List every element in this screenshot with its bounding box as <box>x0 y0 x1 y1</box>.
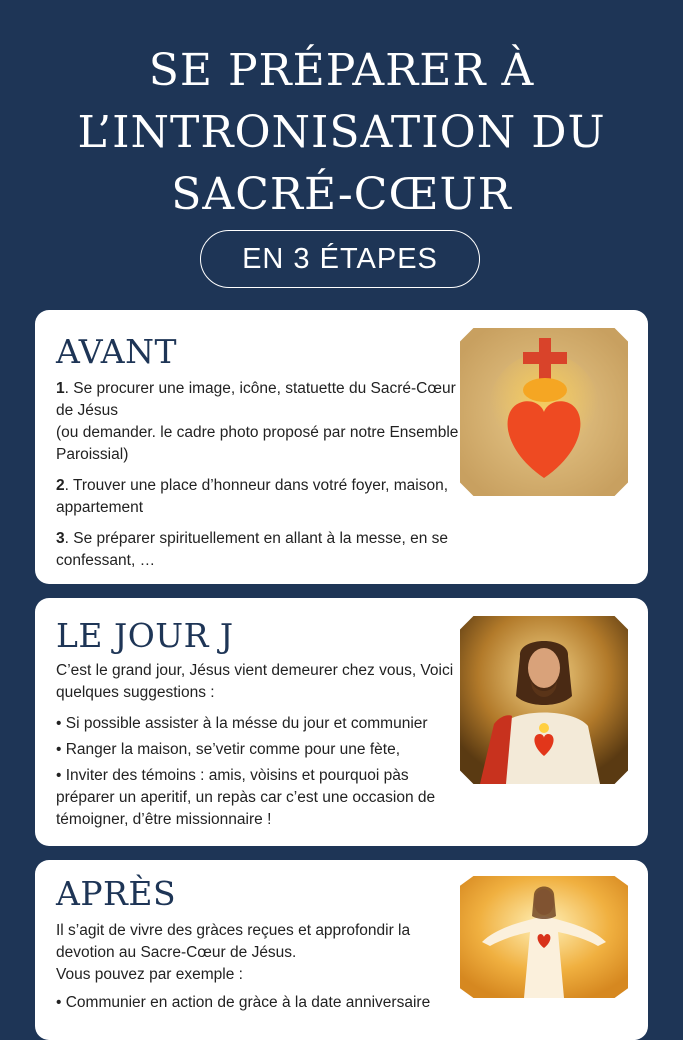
step-text: . Trouver une place d’honneur dans votré foyer, maison, appartement <box>56 477 449 516</box>
step-text: . Se préparer spirituellement en allant à la messe, en se confessant, … <box>56 530 449 569</box>
steps-badge <box>200 230 480 288</box>
card-body <box>56 920 486 1018</box>
steps-badge-label: EN 3 ÉTAPES <box>242 242 438 275</box>
card-heading: LE JOUR J <box>56 616 234 655</box>
card-heading: APRÈS <box>56 874 177 913</box>
suggestion-list <box>56 992 486 1014</box>
title-line: L’INTRONISATION DU <box>77 107 606 158</box>
step-number: 3 <box>56 530 65 547</box>
step-note: (ou demander. le cadre photo proposé par notre Ensemble Paroissial) <box>56 424 459 463</box>
risen-christ-icon <box>460 876 628 998</box>
list-item: • Ranger la maison, se’vetir comme pour une fète, <box>56 741 401 758</box>
step-number: 1 <box>56 380 65 397</box>
list-item: • Communier en action de gràce à la date anniversaire <box>56 994 431 1011</box>
jesus-portrait-image <box>460 616 628 784</box>
title-line: SACRÉ-CŒUR <box>171 169 512 220</box>
card-body <box>56 660 486 835</box>
intro-sentence: Il s’agit de vivre des gràces reçues et approfondir la devotion au Sacre-Cœur de Jésus. <box>56 922 411 961</box>
card-jour-j <box>35 598 648 846</box>
card-avant <box>35 310 648 584</box>
step-text: . Se procurer une image, icône, statuette du Sacré-Cœur de Jésus <box>56 380 456 419</box>
step-item <box>56 378 476 466</box>
list-item: • Inviter des témoins : amis, vòisins et pourquoi pàs préparer un aperitif, un repàs car c’est une occasion de témoigner, d’être missionnaire ! <box>56 767 436 828</box>
risen-christ-image <box>460 876 628 998</box>
sacred-heart-icon <box>460 328 628 496</box>
jesus-portrait-icon <box>460 616 628 784</box>
intro-sentence: Vous pouvez par exemple : <box>56 966 243 983</box>
title-line: SE PRÉPARER À <box>148 45 535 96</box>
list-item: • Si possible assister à la mésse du jour et communier <box>56 715 428 732</box>
card-heading: AVANT <box>56 332 177 371</box>
intro-text: C’est le grand jour, Jésus vient demeurer chez vous, Voici quelques suggestions : <box>56 662 454 701</box>
step-item <box>56 528 476 572</box>
sacred-heart-image <box>460 328 628 496</box>
page-title <box>0 40 683 226</box>
step-item <box>56 475 476 519</box>
intro-text <box>56 920 466 986</box>
suggestion-list <box>56 713 486 831</box>
card-body <box>56 378 476 581</box>
step-number: 2 <box>56 477 65 494</box>
card-apres <box>35 860 648 1040</box>
